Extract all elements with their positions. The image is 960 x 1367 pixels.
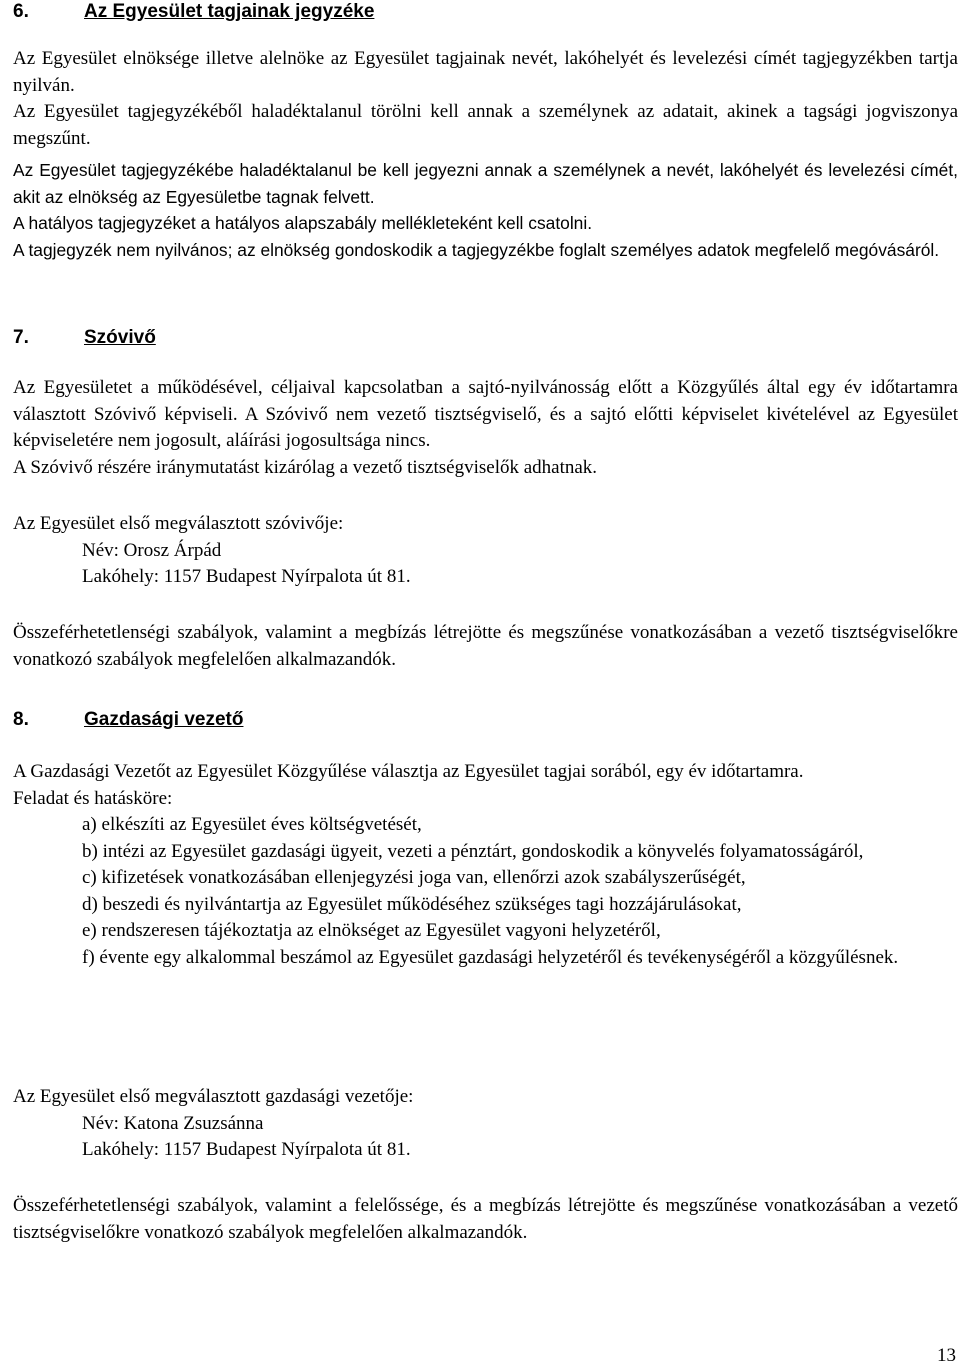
section-7-incompatibility-text: Összeférhetetlenségi szabályok, valamint a megbízás létrejötte és megszűnése vonatkozásában a vezető tisztségviselőkre vonatkozó szabályok megfelelően alkalmazandók. <box>13 622 958 670</box>
section-7-spokesperson <box>13 511 958 591</box>
section-7-paragraph-2: A Szóvivő részére iránymutatást kizárólag a vezető tisztségviselők adhatnak. <box>13 456 598 478</box>
section-6-title: Az Egyesület tagjainak jegyzéke <box>84 1 375 22</box>
section-6-body <box>13 46 958 152</box>
section-8-duty-b: b) intézi az Egyesület gazdasági ügyeit, vezeti a pénztárt, gondoskodik a könyvelés folyamatosságáról, <box>82 840 864 862</box>
section-8-name: Név: Katona Zsuzsánna <box>82 1112 264 1134</box>
section-7-paragraph-1: Az Egyesületet a működésével, céljaival kapcsolatban a sajtó-nyilvánosság előtt a Közgyűlés által egy év időtartamra választott Szóvivő képviseli. A Szóvivő nem vezető tisztségviselő, és a sajtó előtti képviselet kivételével az Egyesület képviseletére nem jogosult, aláírási jogosultsága nincs. <box>13 377 958 451</box>
section-7-name: Név: Orosz Árpád <box>82 539 222 561</box>
section-7-incompatibility <box>13 620 958 673</box>
section-8-heading <box>13 708 243 732</box>
section-8-duties-label: Feladat és hatásköre: <box>13 787 173 809</box>
section-6-heading <box>13 0 374 24</box>
section-8-duty-e: e) rendszeresen tájékoztatja az elnökséget az Egyesület vagyoni helyzetéről, <box>82 920 661 941</box>
section-7-first-elected-label: Az Egyesület első megválasztott szóvivője: <box>13 513 344 534</box>
section-8-financial-officer <box>13 1084 958 1164</box>
section-8-number: 8. <box>13 709 29 730</box>
section-8-duty-a: a) elkészíti az Egyesület éves költségvetését, <box>82 814 422 835</box>
section-6-paragraph-3: Az Egyesület tagjegyzékébe haladéktalanul be kell jegyezni annak a személynek a nevét, lakóhelyét és levelezési címét, akit az elnökség az Egyesületbe tagnak felvett. <box>13 160 958 207</box>
section-6-paragraph-1: Az Egyesület elnöksége illetve alelnöke az Egyesület tagjainak nevét, lakóhelyét és levelezési címét tagjegyzékben tartja nyilván. <box>13 48 958 96</box>
section-6-body-sans <box>13 157 958 263</box>
section-6-paragraph-5: A tagjegyzék nem nyilvános; az elnökség gondoskodik a tagjegyzékbe foglalt személyes adatok megfelelő megóvásáról. <box>13 239 940 260</box>
section-6-paragraph-4: A hatályos tagjegyzéket a hatályos alapszabály mellékleteként kell csatolni. <box>13 213 593 233</box>
section-8-body <box>13 759 958 971</box>
section-8-title: Gazdasági vezető <box>84 709 244 730</box>
section-8-intro: A Gazdasági Vezetőt az Egyesület Közgyűlése választja az Egyesület tagjai sorából, egy év időtartamra. <box>13 761 804 782</box>
section-6-number: 6. <box>13 1 29 22</box>
section-7-number: 7. <box>13 327 29 348</box>
section-7-residence: Lakóhely: 1157 Budapest Nyírpalota út 81. <box>82 566 411 587</box>
section-7-heading <box>13 326 156 350</box>
section-8-first-elected-label: Az Egyesület első megválasztott gazdasági vezetője: <box>13 1086 414 1107</box>
section-8-duty-d: d) beszedi és nyilvántartja az Egyesület működéséhez szükséges tagi hozzájárulásokat, <box>82 893 742 915</box>
page-number: 13 <box>937 1345 956 1366</box>
section-7-body <box>13 375 958 481</box>
section-8-residence: Lakóhely: 1157 Budapest Nyírpalota út 81. <box>82 1139 411 1160</box>
section-8-incompatibility-text: Összeférhetetlenségi szabályok, valamint a felelőssége, és a megbízás létrejötte és megszűnése vonatkozásában a vezető tisztségviselőkre vonatkozó szabályok megfelelően alkalmazandók. <box>13 1195 958 1243</box>
section-8-incompatibility <box>13 1193 958 1246</box>
section-8-duty-c: c) kifizetések vonatkozásában ellenjegyzési joga van, ellenőrzi azok szabályszerűségét, <box>82 867 746 888</box>
section-7-title: Szóvivő <box>84 327 156 348</box>
section-6-paragraph-2: Az Egyesület tagjegyzékéből haladéktalanul törölni kell annak a személynek az adatait, akinek a tagsági jogviszonya megszűnt. <box>13 101 958 149</box>
section-8-duty-f: f) évente egy alkalommal beszámol az Egyesület gazdasági helyzetéről és tevékenységéről a közgyűlésnek. <box>82 946 899 968</box>
